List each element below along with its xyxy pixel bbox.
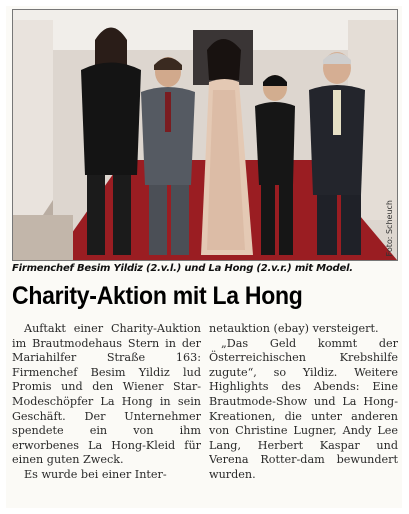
article-headline: Charity-Aktion mit La Hong — [12, 282, 303, 310]
paragraph: netauktion (ebay) versteigert. — [209, 322, 379, 335]
photo-credit: Foto: Scheuch — [385, 199, 394, 256]
paragraph: Auftakt einer Charity-Auktion im Brautmodehaus Stern in der Mariahilfer Straße 163: Firmenchef Besim Yildiz lud Promis und den Wiener Star-Modeschöpfer La Hong in sein Geschäft. Der Unternehmer spendete ein von ihm erworbenes La Hong-Kleid für einen guten Zweck. — [12, 322, 201, 467]
photo-caption: Firmenchef Besim Yildiz (2.v.l.) und La Hong (2.v.r.) mit Model. — [12, 263, 353, 274]
paragraph: „Das Geld kommt der Österreichischen Krebshilfe zugute“, so Yildiz. Weitere Highlights des Abends: Eine Brautmode-Show und La Hong-Kreationen, die unter anderen von Christine Lugner, Andy Lee Lang, Herbert Kaspar und Verena Rotter-dam bewundert wurden. — [209, 336, 398, 481]
photo-illustration — [13, 10, 397, 260]
article-body — [12, 322, 398, 506]
paragraph: Es wurde bei einer Inter- — [24, 467, 167, 481]
newspaper-clipping — [6, 6, 402, 508]
article-column-right — [209, 322, 398, 506]
event-photo — [12, 9, 398, 261]
article-column-left — [12, 322, 201, 506]
